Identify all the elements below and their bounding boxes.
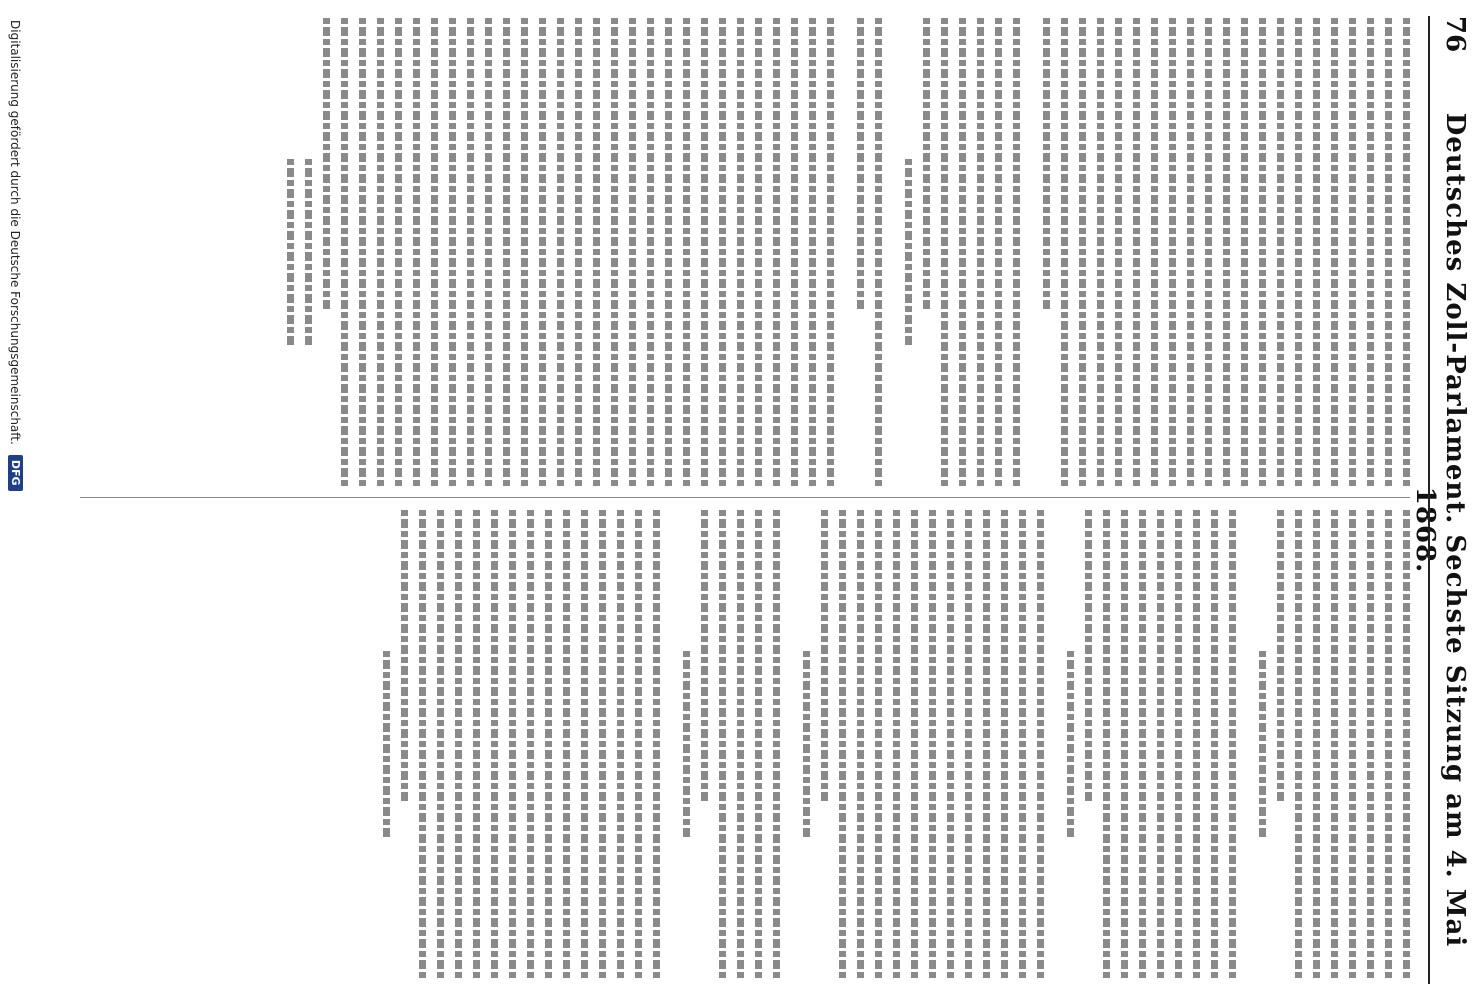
text-line xyxy=(1151,18,1158,488)
text-line xyxy=(701,18,708,488)
text-line xyxy=(965,510,972,980)
text-line xyxy=(431,18,438,488)
text-line xyxy=(737,18,744,488)
text-line xyxy=(359,18,366,488)
text-line xyxy=(467,18,474,488)
text-line xyxy=(1385,510,1392,980)
text-line xyxy=(539,18,546,488)
text-line xyxy=(701,510,708,801)
text-line xyxy=(719,18,726,488)
text-line xyxy=(1241,18,1248,488)
text-line xyxy=(647,18,654,488)
text-line xyxy=(287,159,294,347)
text-line xyxy=(1169,18,1176,488)
text-line xyxy=(1223,18,1230,488)
text-line xyxy=(1157,510,1164,980)
text-line xyxy=(1193,510,1200,980)
text-line xyxy=(581,510,588,980)
text-line xyxy=(1097,18,1104,488)
text-line xyxy=(755,18,762,488)
text-line xyxy=(485,18,492,488)
text-line xyxy=(1019,510,1026,980)
text-line xyxy=(737,510,744,980)
text-line xyxy=(911,510,918,980)
text-line xyxy=(923,18,930,309)
right-column xyxy=(80,510,1410,980)
page-number: 76 xyxy=(1440,16,1470,53)
text-line xyxy=(1001,510,1008,980)
text-line xyxy=(809,18,816,488)
text-line xyxy=(1229,510,1236,980)
text-line xyxy=(821,510,828,801)
text-line xyxy=(617,510,624,980)
text-line xyxy=(977,18,984,488)
text-line xyxy=(1385,18,1392,488)
text-line xyxy=(929,510,936,980)
text-line xyxy=(719,510,726,980)
text-line xyxy=(1067,651,1074,839)
text-line xyxy=(473,510,480,980)
text-line xyxy=(1295,18,1302,488)
text-line xyxy=(1403,510,1410,980)
text-line xyxy=(305,159,312,347)
text-line xyxy=(1133,18,1140,488)
text-line xyxy=(857,510,864,980)
text-line xyxy=(1313,510,1320,980)
text-line xyxy=(1013,18,1020,488)
text-line xyxy=(803,651,810,839)
running-title: Deutsches Zoll-Parlament. Sechste Sitzung am 4. Mai 1868. xyxy=(1410,112,1470,948)
text-line xyxy=(527,510,534,980)
text-line xyxy=(875,18,882,488)
text-line xyxy=(395,18,402,488)
text-line xyxy=(683,18,690,488)
text-line xyxy=(983,510,990,980)
text-line xyxy=(377,18,384,488)
text-line xyxy=(1259,18,1266,488)
text-line xyxy=(1277,510,1284,801)
text-line xyxy=(383,651,390,839)
text-line xyxy=(521,18,528,488)
text-line xyxy=(563,510,570,980)
running-head xyxy=(1410,16,1474,984)
text-line xyxy=(959,18,966,488)
text-line xyxy=(755,510,762,980)
text-line xyxy=(1175,510,1182,980)
text-line xyxy=(593,18,600,488)
text-line xyxy=(509,510,516,980)
text-line xyxy=(419,510,426,980)
text-line xyxy=(905,159,912,347)
text-line xyxy=(557,18,564,488)
text-line xyxy=(827,18,834,488)
text-line xyxy=(635,510,642,980)
header-rule xyxy=(1428,16,1430,984)
text-line xyxy=(875,510,882,980)
text-line xyxy=(947,510,954,980)
text-line xyxy=(1079,18,1086,488)
text-line xyxy=(323,18,330,309)
left-column xyxy=(80,18,1410,488)
text-line xyxy=(1103,510,1110,980)
text-line xyxy=(1205,18,1212,488)
text-line xyxy=(401,510,408,801)
text-line xyxy=(1403,18,1410,488)
text-line xyxy=(653,510,660,980)
text-line xyxy=(449,18,456,488)
text-line xyxy=(1187,18,1194,488)
text-line xyxy=(1295,510,1302,980)
text-line xyxy=(857,18,864,309)
text-line xyxy=(1085,510,1092,801)
text-line xyxy=(941,18,948,488)
text-line xyxy=(341,18,348,488)
text-line xyxy=(599,510,606,980)
text-line xyxy=(1313,18,1320,488)
column-divider xyxy=(80,497,1410,498)
text-line xyxy=(1061,18,1068,488)
text-line xyxy=(1349,510,1356,980)
text-line xyxy=(1043,18,1050,309)
text-line xyxy=(437,510,444,980)
text-line xyxy=(665,18,672,488)
text-line xyxy=(491,510,498,980)
text-line xyxy=(455,510,462,980)
text-line xyxy=(1139,510,1146,980)
text-line xyxy=(839,510,846,980)
text-line xyxy=(629,18,636,488)
text-line xyxy=(1367,510,1374,980)
text-line xyxy=(1349,18,1356,488)
text-line xyxy=(683,651,690,839)
text-line xyxy=(995,18,1002,488)
text-line xyxy=(1331,18,1338,488)
text-line xyxy=(1331,510,1338,980)
text-line xyxy=(575,18,582,488)
text-line xyxy=(1211,510,1218,980)
digitization-credit xyxy=(8,20,23,980)
text-line xyxy=(545,510,552,980)
text-line xyxy=(1277,18,1284,488)
text-line xyxy=(1259,651,1266,839)
text-line xyxy=(893,510,900,980)
text-line xyxy=(791,18,798,488)
text-line xyxy=(611,18,618,488)
credit-text: Digitalisierung gefördert durch die Deutsche Forschungsgemeinschaft. xyxy=(8,20,23,445)
text-line xyxy=(1121,510,1128,980)
text-line xyxy=(1037,510,1044,980)
text-line xyxy=(1115,18,1122,488)
text-line xyxy=(503,18,510,488)
text-line xyxy=(1367,18,1374,488)
text-line xyxy=(773,18,780,488)
text-line xyxy=(413,18,420,488)
dfg-logo: DFG xyxy=(8,455,23,491)
text-line xyxy=(773,510,780,980)
